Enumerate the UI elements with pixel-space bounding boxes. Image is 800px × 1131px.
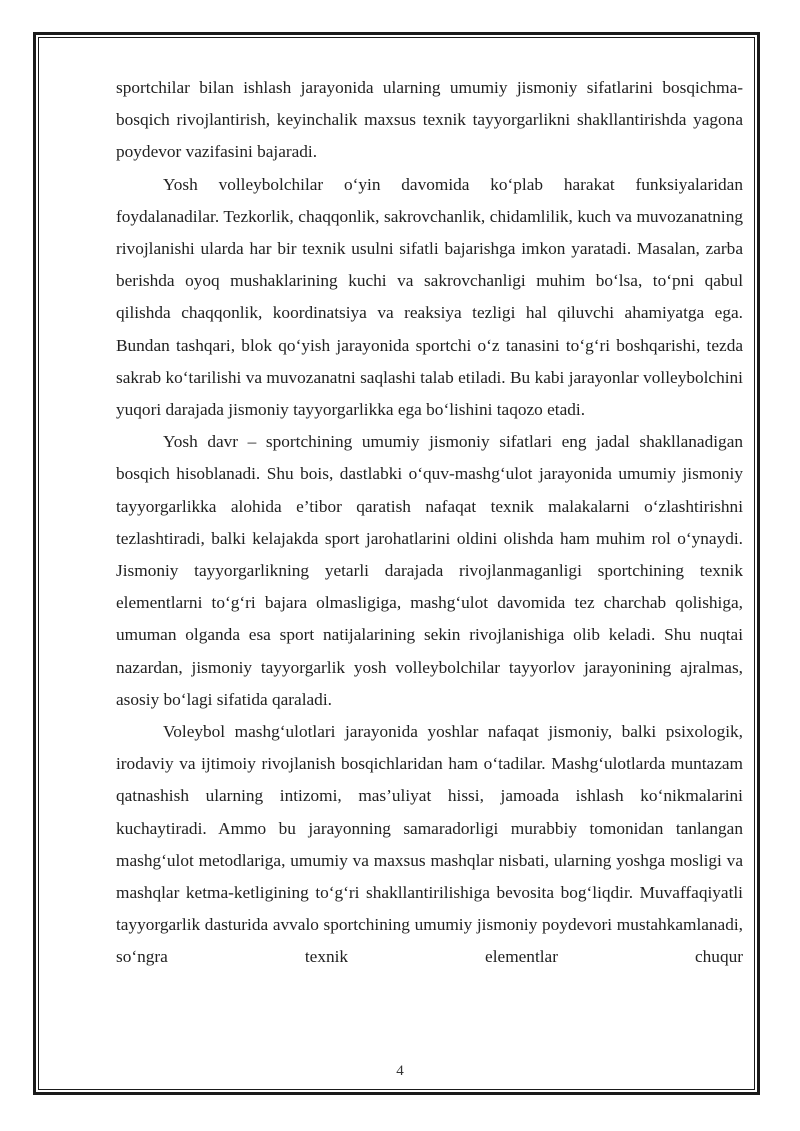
paragraph-continuation: sportchilar bilan ishlash jarayonida ularning umumiy jismoniy sifatlarini bosqichma-bosqich rivojlantirish, keyinchalik maxsus texnik tayyorgarlikni shakllantirishda yagona poydevor vazifasini bajaradi. (116, 78, 743, 162)
paragraph-young-age: Yosh davr – sportchining umumiy jismoniy sifatlari eng jadal shakllanadigan bosqich hisoblanadi. Shu bois, dastlabki o‘quv-mashg‘ulot jarayonida umumiy jismoniy tayyorgarlikka alohida e’tibor qaratish nafaqat texnik malakalarni o‘zlashtirishni tezlashtiradi, balki kelajakda sport jarohatlarini oldini olishda ham muhim rol o‘ynaydi. Jismoniy tayyorgarlikning yetarli darajada rivojlanmaganligi sportchining texnik elementlarni to‘g‘ri bajara olmasligiga, mashg‘ulot davomida tez charchab qolishiga, umuman olganda esa sport natijalarining sekin rivojlanishiga olib keladi. Shu nuqtai nazardan, jismoniy tayyorgarlik yosh volleybolchilar tayyorlov jarayonining ajralmas, asosiy bo‘lagi sifatida qaraladi. (116, 432, 743, 709)
document-body (116, 72, 743, 974)
paragraph-physical-qualities: Yosh volleybolchilar o‘yin davomida ko‘plab harakat funksiyalaridan foydalanadilar. Tezkorlik, chaqqonlik, sakrovchanlik, chidamlilik, kuch va muvozanatning rivojlanishi ularda har bir texnik usulni sifatli bajarishga imkon yaratadi. Masalan, zarba berishda oyoq mushaklarining kuchi va sakrovchanligi muhim bo‘lsa, to‘pni qabul qilishda chaqqonlik, koordinatsiya va reaksiya tezligi hal qiluvchi ahamiyatga ega. Bundan tashqari, blok qo‘yish jarayonida sportchi o‘z tanasini to‘g‘ri boshqarishi, tezda sakrab ko‘tarilishi va muvozanatni saqlashi talab etiladi. Bu kabi jarayonlar volleybolchini yuqori darajada jismoniy tayyorgarlikka ega bo‘lishini taqozo etadi. (116, 174, 743, 420)
paragraph-volleyball-training: Voleybol mashg‘ulotlari jarayonida yoshlar nafaqat jismoniy, balki psixologik, irodaviy va ijtimoiy rivojlanish bosqichlaridan ham o‘tadilar. Mashg‘ulotlarda muntazam qatnashish ularning intizomi, mas’uliyat hissi, jamoada ishlash ko‘nikmalarini kuchaytiradi. Ammo bu jarayonning samaradorligi murabbiy tomonidan tanlangan mashg‘ulot metodlariga, umumiy va maxsus mashqlar nisbati, ularning yoshga mosligi va mashqlar ketma-ketligining to‘g‘ri shakllantirilishiga bevosita bog‘liqdir. Muvaffaqiyatli tayyorgarlik dasturida avvalo sportchining umumiy jismoniy poydevori mustahkamlanadi, so‘ngra texnik elementlar chuqur (116, 722, 743, 967)
page-number: 4 (396, 1063, 404, 1079)
